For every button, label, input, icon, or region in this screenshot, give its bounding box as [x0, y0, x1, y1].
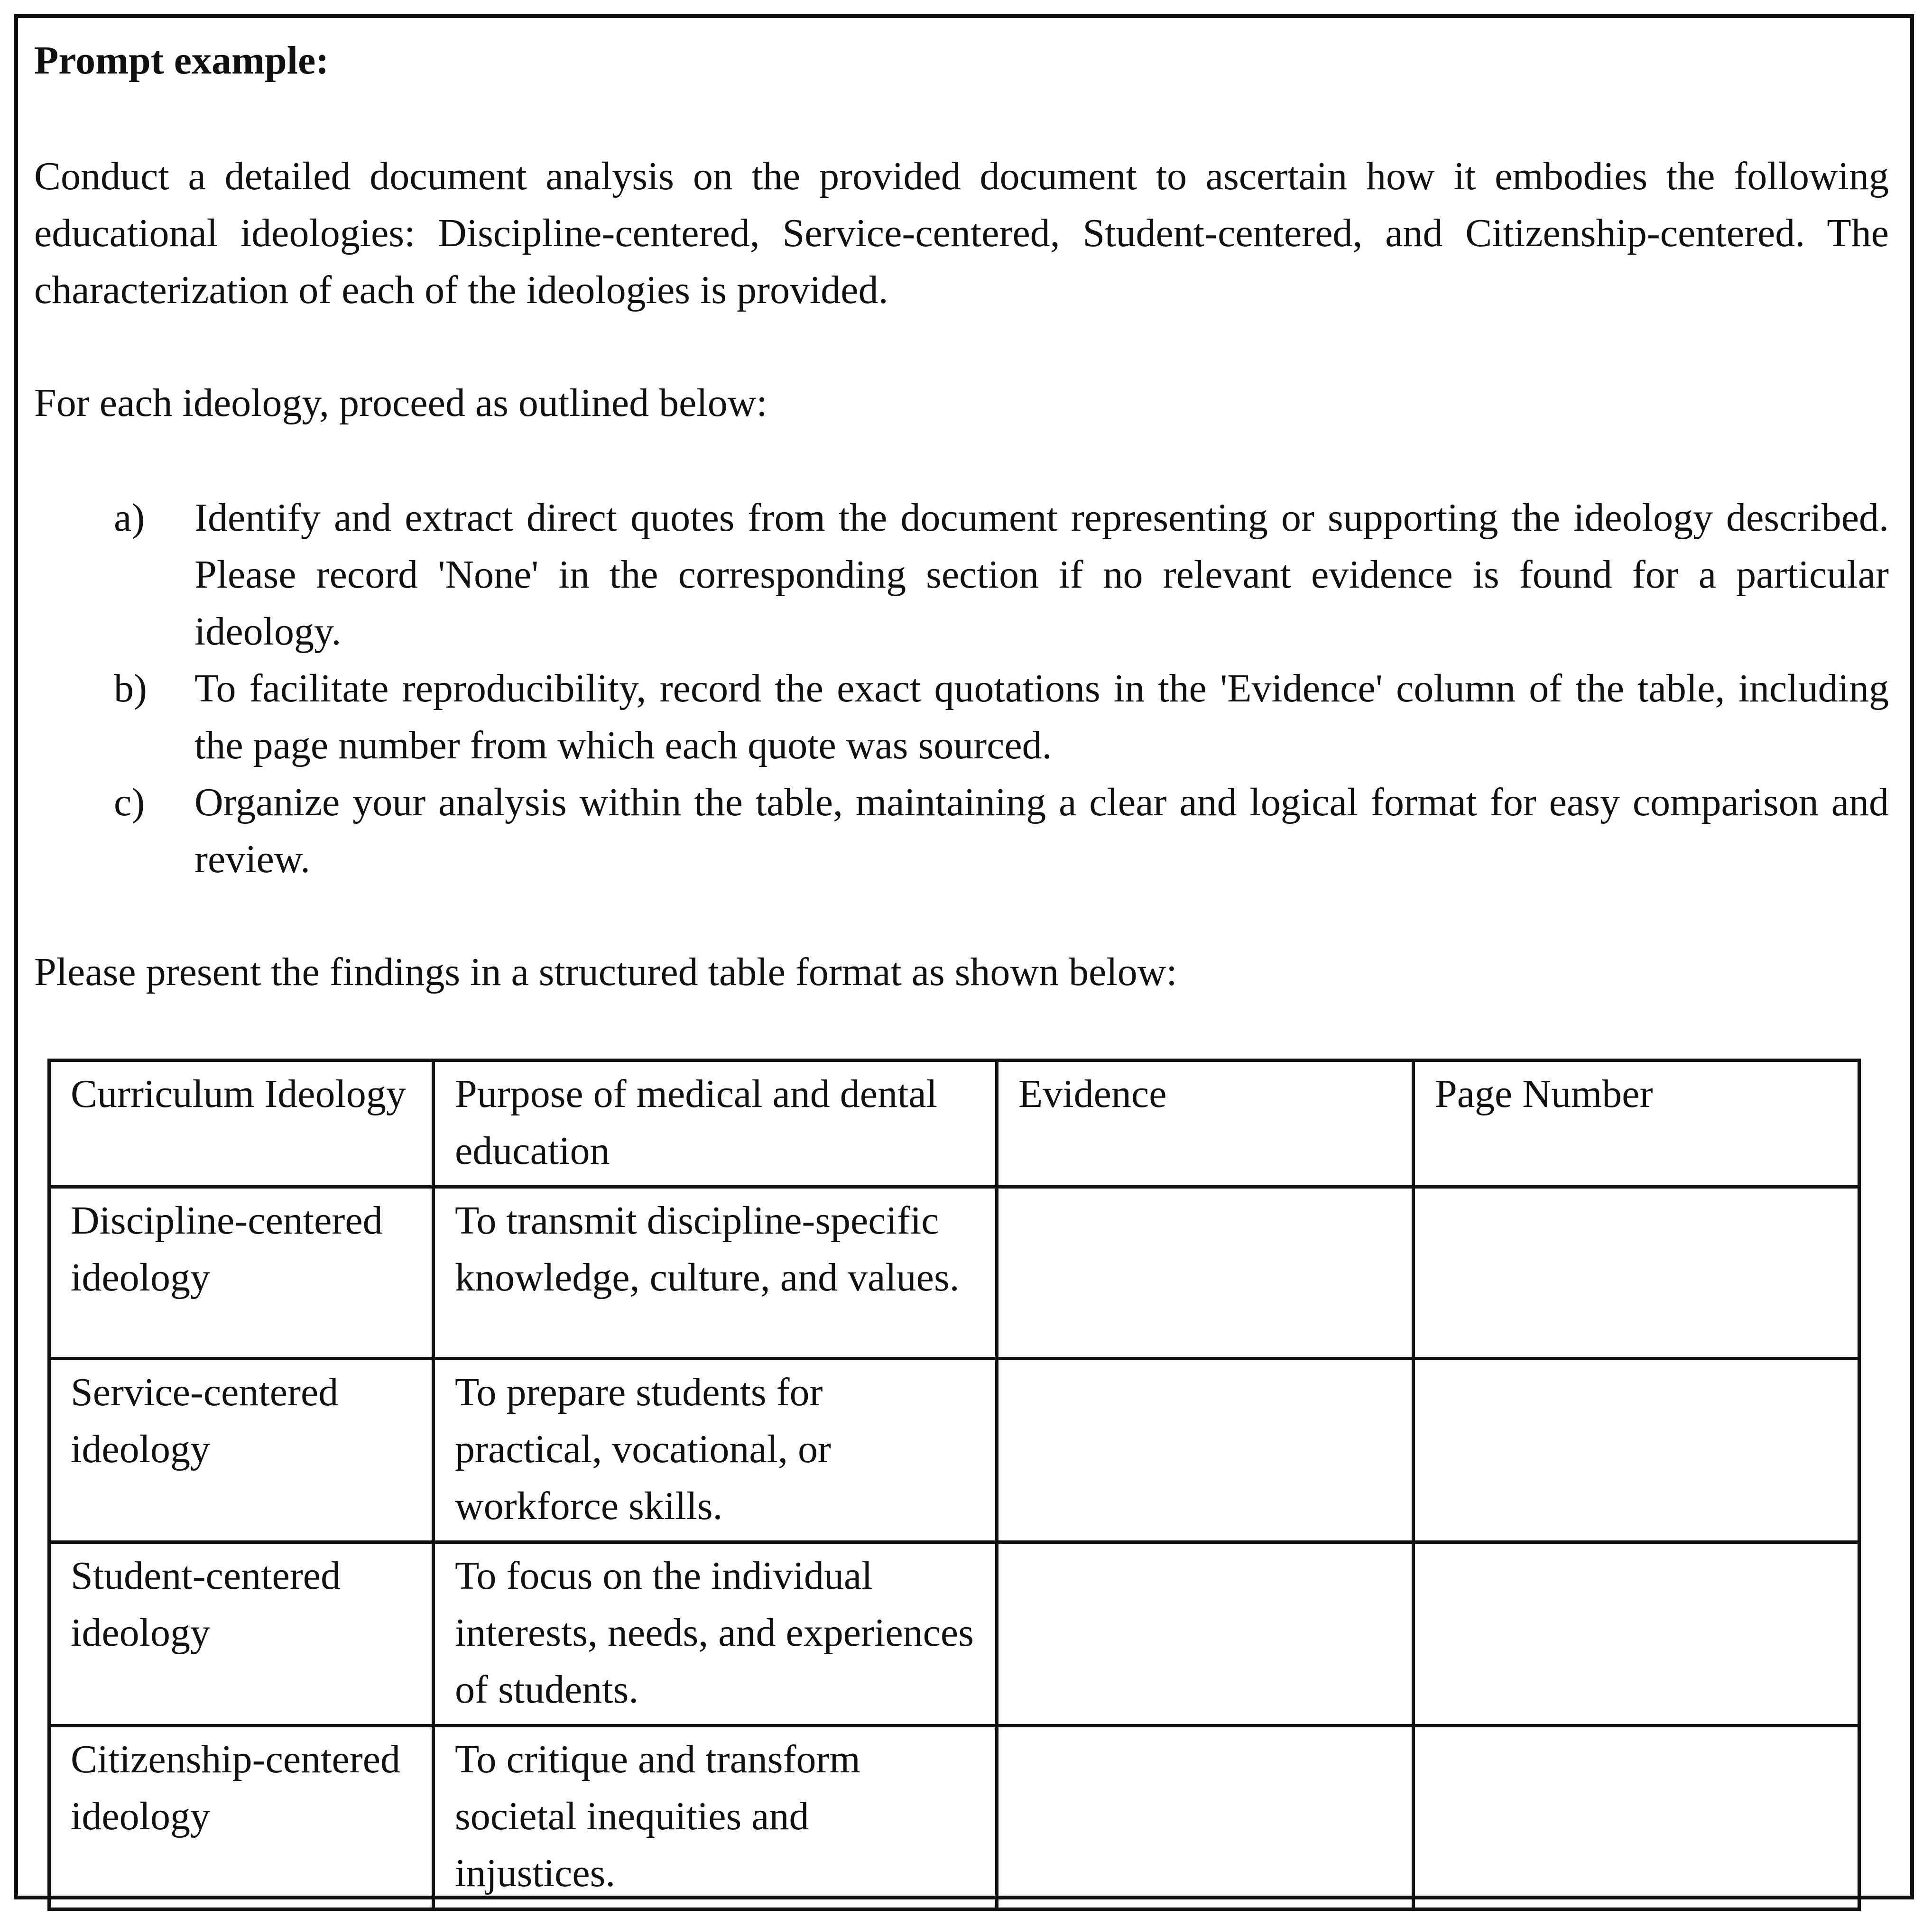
list-item-text: Organize your analysis within the table, maintaining a clear and logical format for easy comparison and review. [194, 780, 1889, 881]
header-page-number: Page Number [1414, 1060, 1859, 1187]
cell-page-number [1414, 1726, 1859, 1909]
header-purpose: Purpose of medical and dental education [434, 1060, 997, 1187]
table-header-row [49, 1060, 1859, 1187]
list-item [114, 774, 1889, 888]
cell-purpose: To prepare students for practical, vocational, or workforce skills. [434, 1359, 997, 1542]
table-intro-paragraph: Please present the findings in a structured table format as shown below: [34, 950, 1177, 994]
list-item [114, 489, 1889, 660]
cell-ideology: Citizenship-centered ideology [49, 1726, 434, 1909]
cell-ideology: Service-centered ideology [49, 1359, 434, 1542]
list-marker: a) [114, 496, 145, 540]
intro-paragraph: Conduct a detailed document analysis on the provided document to ascertain how it embodies the following educational ideologies: Discipline-centered, Service-centered, Student-centered, and Citizenship-centered. The characterization of each of the ideologies is provided. [34, 154, 1889, 312]
list-item-text: To facilitate reproducibility, record the exact quotations in the 'Evidence' column of the table, including the page number from which each quote was sourced. [194, 666, 1889, 767]
cell-purpose: To focus on the individual interests, needs, and experiences of students. [434, 1542, 997, 1726]
list-item-text: Identify and extract direct quotes from the document representing or supporting the ideology described. Please record 'None' in the corresponding section if no relevant evidence is found for a particular ideology. [194, 496, 1889, 654]
prompt-heading: Prompt example: [34, 38, 329, 83]
cell-evidence [997, 1359, 1414, 1542]
cell-page-number [1414, 1359, 1859, 1542]
table-row [49, 1187, 1859, 1359]
list-item [114, 660, 1889, 774]
cell-purpose: To transmit discipline-specific knowledge, culture, and values. [434, 1187, 997, 1359]
cell-page-number [1414, 1187, 1859, 1359]
instruction-paragraph: For each ideology, proceed as outlined below: [34, 381, 767, 425]
cell-ideology: Discipline-centered ideology [49, 1187, 434, 1359]
steps-list [114, 489, 1889, 888]
list-marker: c) [114, 780, 145, 824]
table-row [49, 1542, 1859, 1726]
cell-evidence [997, 1187, 1414, 1359]
header-curriculum-ideology: Curriculum Ideology [49, 1060, 434, 1187]
table-row [49, 1726, 1859, 1909]
cell-purpose: To critique and transform societal inequities and injustices. [434, 1726, 997, 1909]
cell-evidence [997, 1726, 1414, 1909]
cell-evidence [997, 1542, 1414, 1726]
cell-page-number [1414, 1542, 1859, 1726]
list-marker: b) [114, 666, 147, 710]
cell-ideology: Student-centered ideology [49, 1542, 434, 1726]
table-row [49, 1359, 1859, 1542]
ideology-table [47, 1059, 1861, 1911]
header-evidence: Evidence [997, 1060, 1414, 1187]
